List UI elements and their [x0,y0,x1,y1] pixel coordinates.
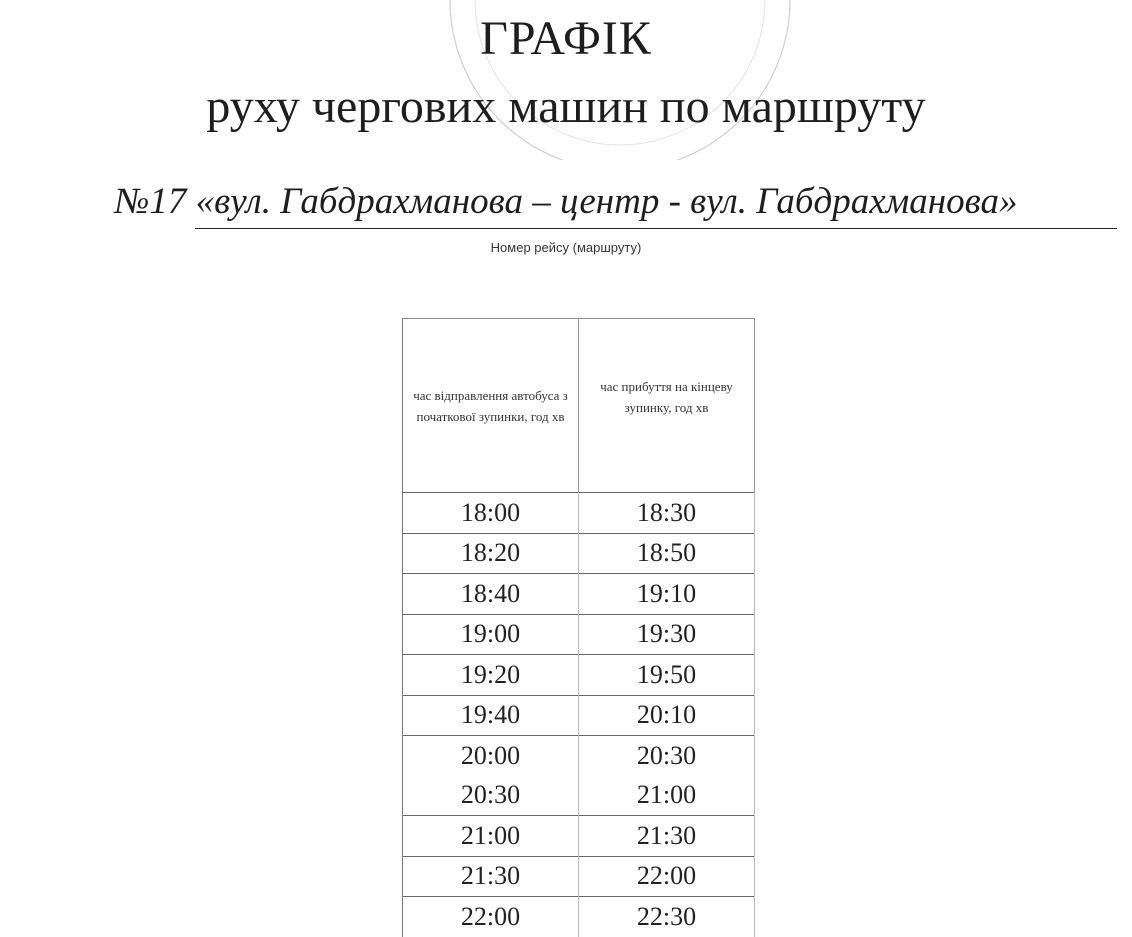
departure-time: 20:00 [403,736,579,776]
arrival-time: 20:30 [579,736,755,776]
table-row [403,614,755,655]
table-row [403,695,755,736]
document-title: ГРАФІК [480,12,652,65]
route-underline [195,228,1117,229]
departure-time: 18:00 [403,493,579,534]
arrival-time: 19:50 [579,655,755,696]
table-row [403,533,755,574]
departure-time: 18:40 [403,574,579,615]
table-row [403,736,755,776]
arrival-time: 22:00 [579,856,755,897]
schedule-header-row [403,319,755,493]
table-row [403,816,755,857]
document-subtitle: руху чергових машин по маршруту [206,80,926,133]
arrival-time: 19:30 [579,614,755,655]
departure-time: 18:20 [403,533,579,574]
arrival-time: 18:30 [579,493,755,534]
schedule-table [402,318,755,937]
departure-time: 19:00 [403,614,579,655]
departure-time: 19:40 [403,695,579,736]
column-header-departure: час відправлення автобуса з початкової зупинки, год хв [403,319,579,493]
arrival-time: 22:30 [579,897,755,937]
table-row [403,776,755,816]
arrival-time: 21:30 [579,816,755,857]
arrival-time: 18:50 [579,533,755,574]
departure-time: 21:30 [403,856,579,897]
departure-time: 21:00 [403,816,579,857]
route-name: №17 «вул. Габдрахманова – центр - вул. Габдрахманова» [114,181,1018,222]
departure-time: 20:30 [403,776,579,816]
departure-time: 22:00 [403,897,579,937]
table-row [403,574,755,615]
arrival-time: 20:10 [579,695,755,736]
table-row [403,897,755,937]
arrival-time: 21:00 [579,776,755,816]
column-header-arrival: час прибуття на кінцеву зупинку, год хв [579,319,755,493]
table-row [403,493,755,534]
table-row [403,655,755,696]
arrival-time: 19:10 [579,574,755,615]
route-caption: Номер рейсу (маршруту) [490,240,642,255]
departure-time: 19:20 [403,655,579,696]
table-row [403,856,755,897]
